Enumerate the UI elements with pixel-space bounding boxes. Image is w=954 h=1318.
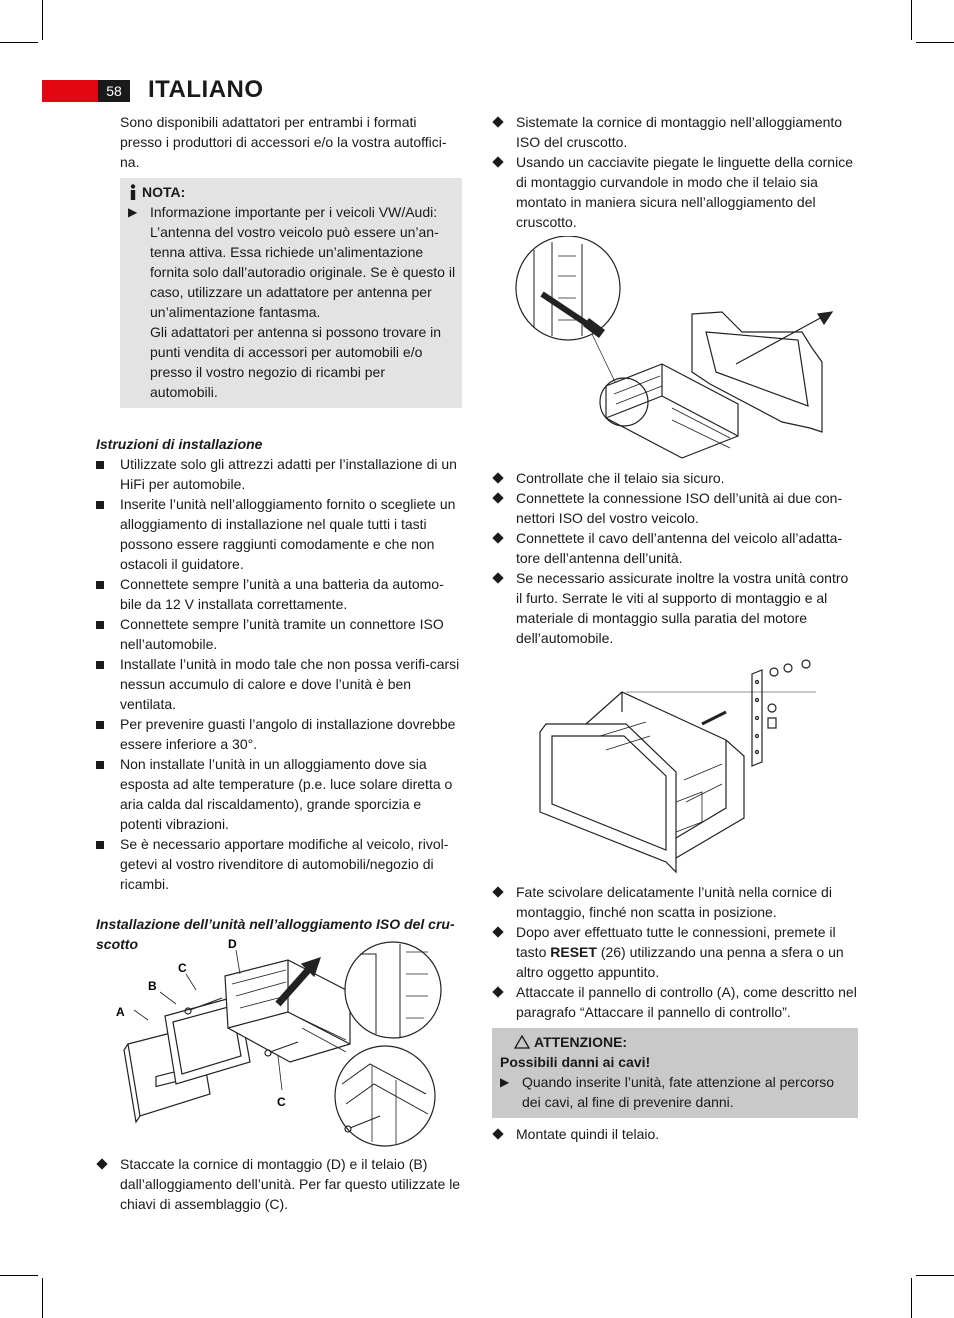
list-item: Connettete sempre l’unità a una batteria da automo-bile da 12 V installata correttamente. (96, 574, 462, 614)
warning-item (500, 1072, 852, 1112)
crop-mark (916, 1275, 954, 1276)
list-item: Attaccate il pannello di controllo (A), come descritto nel paragrafo “Attaccare il pannello di controllo”. (492, 982, 858, 1022)
install-list (96, 454, 462, 894)
note-text: Gli adattatori per antenna si possono trovare in punti vendita di accessori per automobili e/o presso il vostro negozio di ricambi per automobili. (150, 324, 442, 400)
figure-unit-bracket (526, 652, 826, 878)
steps-list-b (492, 468, 858, 648)
left-column-bottom (96, 1154, 462, 1214)
warning-triangle-icon (514, 1035, 530, 1049)
list-item: Utilizzate solo gli attrezzi adatti per l’installazione di un HiFi per automobile. (96, 454, 462, 494)
list-item: Dopo aver effettuato tutte le connessioni, premete il tasto RESET (26) utilizzando una penna a sfera o un altro oggetto appuntito. (492, 922, 858, 982)
crop-mark (0, 42, 38, 43)
arrow-right-icon: ▶ (128, 205, 138, 219)
page-number: 58 (98, 80, 130, 102)
note-item (128, 202, 456, 402)
list-item: Sistemate la cornice di montaggio nell’alloggiamento ISO del cruscotto. (492, 112, 858, 152)
list-item: Connettete sempre l’unità tramite un connettore ISO nell’automobile. (96, 614, 462, 654)
list-item: Montate quindi il telaio. (492, 1124, 858, 1144)
figure-label-d: D (228, 937, 237, 951)
list-item: Controllate che il telaio sia sicuro. (492, 468, 858, 488)
figure-label-c: C (277, 1095, 286, 1109)
crop-mark (0, 1275, 38, 1276)
list-item: Per prevenire guasti l’angolo di installazione dovrebbe essere inferiore a 30°. (96, 714, 462, 754)
note-title: NOTA: (128, 182, 456, 202)
list-item: Connettete la connessione ISO dell’unità ai due con-nettori ISO del vostro veicolo. (492, 488, 858, 528)
crop-mark (911, 1278, 912, 1318)
list-item: Non installate l’unità in un alloggiamento dove sia esposta ad alte temperature (p.e. luce solare diretta o aria calda dal riscaldamento), grande sporcizia e potenti vibrazioni. (96, 754, 462, 834)
warning-title: ATTENZIONE: (500, 1032, 852, 1052)
arrow-right-icon: ▶ (500, 1075, 510, 1089)
steps-list-c (492, 882, 858, 1022)
figure-label-b: B (148, 979, 157, 993)
right-column-top (492, 112, 858, 232)
note-text: Informazione importante per i veicoli VW/Audi: L’antenna del vostro veicolo può essere un’an-tenna attiva. Essa richiede un’alimentazione fornita solo dall’autoradio originale. Se è questo il caso, utilizzare un adattatore per antenna per un’alimentazione fantasma. (150, 204, 456, 320)
intro-paragraph: Sono disponibili adattatori per entrambi i formati presso i produttori di accessori e/o la vostra autoffici-na. (120, 114, 447, 170)
section-title-install: Istruzioni di installazione (96, 436, 263, 452)
page-title: ITALIANO (148, 76, 264, 103)
steps-list-a (492, 112, 858, 232)
header-color-bar (42, 80, 98, 102)
list-item: Se necessario assicurate inoltre la vostra unità contro il furto. Serrate le viti al supporto di montaggio e al materiale di montaggio sulla paratia del motore dell’automobile. (492, 568, 858, 648)
list-item: Staccate la cornice di montaggio (D) e il telaio (B) dall’alloggiamento dell’unità. Per far questo utilizzate le chiavi di assemblaggio (C). (96, 1154, 462, 1214)
note-box (120, 178, 462, 408)
list-item: Fate scivolare delicatamente l’unità nella cornice di montaggio, finché non scatta in posizione. (492, 882, 858, 922)
final-step-list (492, 1124, 858, 1144)
figure-exploded-unit (110, 934, 460, 1154)
right-column-bottom (492, 882, 858, 1144)
crop-mark (916, 42, 954, 43)
list-item: Se è necessario apportare modifiche al veicolo, rivol-getevi al vostro rivenditore di automobili/negozio di ricambi. (96, 834, 462, 894)
section-title-iso: Installazione dell’unità nell’alloggiamento ISO del cru-scotto (96, 916, 455, 952)
figure-frame-installation (512, 236, 842, 466)
warning-text: Quando inserite l’unità, fate attenzione al percorso dei cavi, al fine di prevenire danni. (522, 1074, 835, 1110)
right-column-mid (492, 468, 858, 648)
list-item: Installate l’unità in modo tale che non possa verifi-carsi nessun accumulo di calore e dove l’unità è ben ventilata. (96, 654, 462, 714)
info-icon (128, 184, 138, 200)
warning-subtitle: Possibili danni ai cavi! (500, 1054, 651, 1070)
figure-label-a: A (116, 1005, 125, 1019)
warning-box (492, 1028, 858, 1118)
figure-label-c: C (178, 961, 187, 975)
crop-mark (42, 1278, 43, 1318)
list-item: Connettete il cavo dell’antenna del veicolo all’adatta-tore dell’antenna dell’unità. (492, 528, 858, 568)
left-column (96, 112, 462, 954)
crop-mark (911, 0, 912, 40)
list-item: Usando un cacciavite piegate le linguette della cornice di montaggio curvandole in modo che il telaio sia montato in maniera sicura nell’alloggiamento del cruscotto. (492, 152, 858, 232)
list-item: Inserite l’unità nell’alloggiamento fornito o scegliete un alloggiamento di installazione nel quale tutti i tasti possono essere raggiunti comodamente e che non ostacoli il guidatore. (96, 494, 462, 574)
remove-step-list (96, 1154, 462, 1214)
crop-mark (42, 0, 43, 40)
reset-key-label: RESET (550, 944, 597, 960)
